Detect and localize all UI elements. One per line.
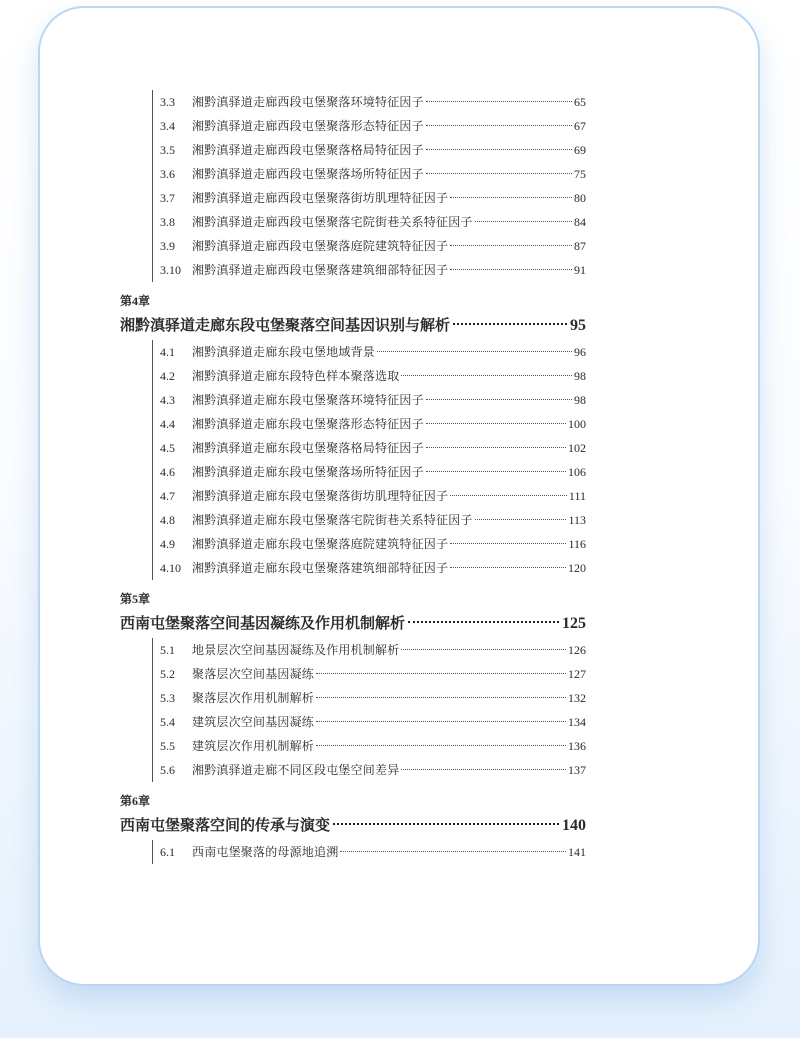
toc-entry[interactable] (160, 364, 586, 388)
dot-leader (316, 673, 566, 674)
toc-entry[interactable] (160, 412, 586, 436)
dot-leader (426, 399, 572, 400)
entry-title: 湘黔滇驿道走廊东段屯堡聚落庭院建筑特征因子 (192, 537, 449, 551)
chapter-page-number: 140 (562, 817, 586, 834)
page-number: 102 (568, 441, 586, 455)
chapter-label: 第6章 (120, 794, 151, 808)
toc-chapter-4 (120, 290, 586, 580)
section-number: 5.2 (160, 667, 175, 681)
page-number: 141 (568, 845, 586, 859)
section-number: 4.9 (160, 537, 175, 551)
entry-title: 湘黔滇驿道走廊西段屯堡聚落庭院建筑特征因子 (192, 239, 449, 253)
chapter-title-row[interactable] (120, 610, 586, 636)
page-number: 96 (574, 345, 586, 359)
entry-title: 湘黔滇驿道走廊西段屯堡聚落环境特征因子 (192, 95, 424, 109)
section-number: 5.5 (160, 739, 175, 753)
chapter-page-number: 125 (562, 615, 586, 632)
section-number: 5.3 (160, 691, 175, 705)
section-number: 4.6 (160, 465, 175, 479)
section-number: 3.10 (160, 263, 181, 277)
page-number: 75 (574, 167, 586, 181)
page-number: 98 (574, 393, 586, 407)
entry-title: 湘黔滇驿道走廊不同区段屯堡空间差异 (192, 763, 400, 777)
toc-section (152, 340, 586, 580)
section-number: 5.6 (160, 763, 175, 777)
toc-entry[interactable] (160, 556, 586, 580)
entry-title: 湘黔滇驿道走廊东段屯堡聚落宅院街巷关系特征因子 (192, 513, 473, 527)
page-number: 116 (568, 537, 586, 551)
entry-title: 聚落层次空间基因凝练 (192, 667, 315, 681)
toc-section (152, 840, 586, 864)
entry-title: 湘黔滇驿道走廊西段屯堡聚落街坊肌理特征因子 (192, 191, 449, 205)
toc-entry[interactable] (160, 532, 586, 556)
toc-entry[interactable] (160, 90, 586, 114)
dot-leader (450, 567, 566, 568)
chapter-title: 西南屯堡聚落空间基因凝练及作用机制解析 (120, 614, 406, 632)
page-number: 69 (574, 143, 586, 157)
page-number: 87 (574, 239, 586, 253)
toc-entry[interactable] (160, 662, 586, 686)
toc-section-chapter-3 (152, 90, 586, 282)
section-number: 3.7 (160, 191, 175, 205)
page-number: 126 (568, 643, 586, 657)
page-number: 91 (574, 263, 586, 277)
toc-entry[interactable] (160, 114, 586, 138)
page-number: 120 (568, 561, 586, 575)
dot-leader (426, 101, 572, 102)
dot-leader (450, 543, 566, 544)
toc-entry[interactable] (160, 210, 586, 234)
toc-entry[interactable] (160, 162, 586, 186)
dot-leader (316, 697, 566, 698)
dot-leader (450, 197, 572, 198)
entry-title: 湘黔滇驿道走廊东段屯堡地域背景 (192, 345, 376, 359)
dot-leader (450, 245, 572, 246)
entry-title: 聚落层次作用机制解析 (192, 691, 315, 705)
toc-chapter-6 (120, 790, 586, 864)
toc-entry[interactable] (160, 436, 586, 460)
section-number: 3.6 (160, 167, 175, 181)
toc-entry[interactable] (160, 234, 586, 258)
page-number: 84 (574, 215, 586, 229)
dot-leader (426, 423, 566, 424)
toc-entry[interactable] (160, 710, 586, 734)
section-number: 4.7 (160, 489, 175, 503)
entry-title: 建筑层次空间基因凝练 (192, 715, 315, 729)
entry-title: 湘黔滇驿道走廊东段屯堡聚落场所特征因子 (192, 465, 424, 479)
dot-leader (401, 769, 566, 770)
toc-entry[interactable] (160, 138, 586, 162)
section-number: 4.10 (160, 561, 181, 575)
section-number: 3.3 (160, 95, 175, 109)
chapter-title-row[interactable] (120, 312, 586, 338)
chapter-label: 第5章 (120, 592, 151, 606)
dot-leader (475, 221, 572, 222)
dot-leader (475, 519, 567, 520)
toc-entry[interactable] (160, 388, 586, 412)
page-number: 134 (568, 715, 586, 729)
dot-leader (401, 649, 566, 650)
entry-title: 湘黔滇驿道走廊西段屯堡聚落场所特征因子 (192, 167, 424, 181)
entry-title: 建筑层次作用机制解析 (192, 739, 315, 753)
section-number: 4.8 (160, 513, 175, 527)
page-number: 113 (568, 513, 586, 527)
page-number: 67 (574, 119, 586, 133)
dot-leader (450, 269, 572, 270)
table-of-contents (120, 90, 586, 864)
toc-entry[interactable] (160, 460, 586, 484)
entry-title: 湘黔滇驿道走廊东段屯堡聚落形态特征因子 (192, 417, 424, 431)
toc-entry[interactable] (160, 484, 586, 508)
section-number: 6.1 (160, 845, 175, 859)
dot-leader (453, 323, 567, 325)
section-number: 3.5 (160, 143, 175, 157)
dot-leader (408, 621, 559, 623)
page-number: 111 (568, 489, 586, 503)
toc-chapter-5 (120, 588, 586, 782)
toc-section (152, 638, 586, 782)
dot-leader (426, 471, 566, 472)
dot-leader (401, 375, 572, 376)
section-number: 5.1 (160, 643, 175, 657)
entry-title: 地景层次空间基因凝练及作用机制解析 (192, 643, 400, 657)
entry-title: 湘黔滇驿道走廊东段屯堡聚落建筑细部特征因子 (192, 561, 449, 575)
dot-leader (340, 851, 566, 852)
dot-leader (316, 745, 566, 746)
chapter-label: 第4章 (120, 294, 151, 308)
page-number: 65 (574, 95, 586, 109)
toc-entry[interactable] (160, 638, 586, 662)
dot-leader (450, 495, 567, 496)
entry-title: 湘黔滇驿道走廊东段屯堡聚落环境特征因子 (192, 393, 424, 407)
chapter-page-number: 95 (570, 317, 586, 334)
section-number: 3.4 (160, 119, 175, 133)
entry-title: 湘黔滇驿道走廊东段屯堡聚落街坊肌理特征因子 (192, 489, 449, 503)
dot-leader (426, 149, 572, 150)
section-number: 3.8 (160, 215, 175, 229)
toc-entry[interactable] (160, 258, 586, 282)
section-number: 4.1 (160, 345, 175, 359)
section-number: 4.5 (160, 441, 175, 455)
entry-title: 西南屯堡聚落的母源地追溯 (192, 845, 339, 859)
toc-entry[interactable] (160, 840, 586, 864)
page-number: 100 (568, 417, 586, 431)
section-number: 4.3 (160, 393, 175, 407)
page-number: 80 (574, 191, 586, 205)
dot-leader (316, 721, 566, 722)
toc-entry[interactable] (160, 686, 586, 710)
page-number: 127 (568, 667, 586, 681)
entry-title: 湘黔滇驿道走廊东段屯堡聚落格局特征因子 (192, 441, 424, 455)
toc-entry[interactable] (160, 340, 586, 364)
page-number: 132 (568, 691, 586, 705)
dot-leader (333, 823, 559, 825)
toc-entry[interactable] (160, 758, 586, 782)
chapter-title-row[interactable] (120, 812, 586, 838)
entry-title: 湘黔滇驿道走廊西段屯堡聚落形态特征因子 (192, 119, 424, 133)
chapter-title: 湘黔滇驿道走廊东段屯堡聚落空间基因识别与解析 (120, 316, 451, 334)
page-number: 137 (568, 763, 586, 777)
dot-leader (377, 351, 572, 352)
dot-leader (426, 447, 566, 448)
dot-leader (426, 125, 572, 126)
entry-title: 湘黔滇驿道走廊东段特色样本聚落选取 (192, 369, 400, 383)
toc-entry[interactable] (160, 734, 586, 758)
toc-entry[interactable] (160, 186, 586, 210)
dot-leader (426, 173, 572, 174)
entry-title: 湘黔滇驿道走廊西段屯堡聚落宅院街巷关系特征因子 (192, 215, 473, 229)
section-number: 4.4 (160, 417, 175, 431)
entry-title: 湘黔滇驿道走廊西段屯堡聚落建筑细部特征因子 (192, 263, 449, 277)
page-number: 98 (574, 369, 586, 383)
page-number: 136 (568, 739, 586, 753)
section-number: 4.2 (160, 369, 175, 383)
section-number: 3.9 (160, 239, 175, 253)
section-number: 5.4 (160, 715, 175, 729)
entry-title: 湘黔滇驿道走廊西段屯堡聚落格局特征因子 (192, 143, 424, 157)
page-number: 106 (568, 465, 586, 479)
toc-entry[interactable] (160, 508, 586, 532)
chapter-title: 西南屯堡聚落空间的传承与演变 (120, 816, 331, 834)
